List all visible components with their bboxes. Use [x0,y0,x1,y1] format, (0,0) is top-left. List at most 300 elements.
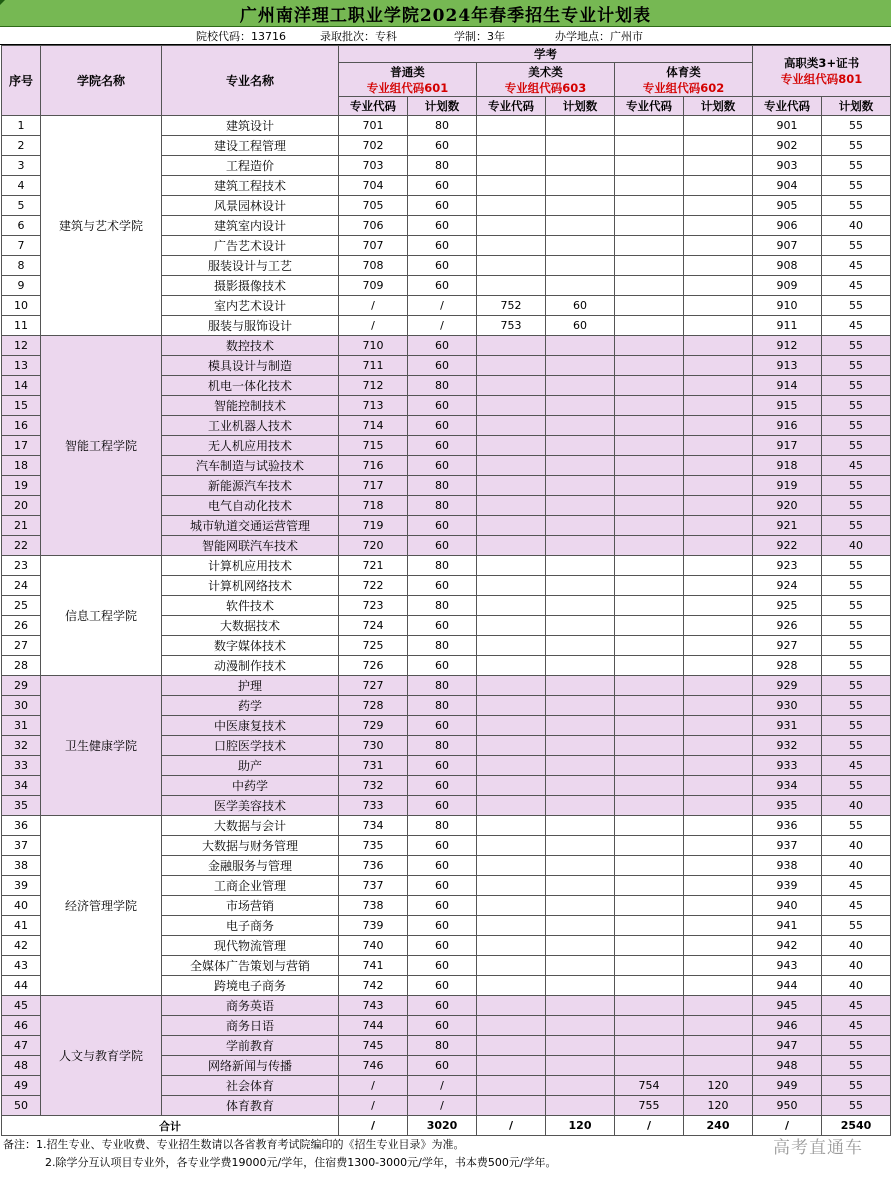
art-plan [546,976,615,996]
art-code [477,1056,546,1076]
art-code [477,656,546,676]
art-plan [546,1016,615,1036]
gaozhi-plan: 55 [822,116,891,136]
art-plan [546,676,615,696]
general-code: 737 [339,876,408,896]
gaozhi-code: 908 [753,256,822,276]
sports-plan [684,776,753,796]
general-plan: 60 [408,236,477,256]
general-plan: / [408,1076,477,1096]
gaozhi-code: 924 [753,576,822,596]
plan-table [1,45,891,1136]
sports-code [615,336,684,356]
sports-code [615,296,684,316]
gaozhi-code: 939 [753,876,822,896]
header-group-sports: 体育类 专业组代码602 [615,63,753,97]
row-index: 3 [2,156,41,176]
major-name: 数字媒体技术 [162,636,339,656]
sports-code [615,256,684,276]
sports-code [615,896,684,916]
general-code: 713 [339,396,408,416]
general-code: 727 [339,676,408,696]
general-code: 719 [339,516,408,536]
major-name: 建筑设计 [162,116,339,136]
general-plan: 60 [408,836,477,856]
major-name: 跨境电子商务 [162,976,339,996]
school-code: 院校代码：13716 [196,29,286,43]
college-name: 经济管理学院 [41,816,162,996]
art-code [477,176,546,196]
row-index: 2 [2,136,41,156]
major-name: 模具设计与制造 [162,356,339,376]
row-index: 27 [2,636,41,656]
row-index: 25 [2,596,41,616]
art-plan [546,496,615,516]
sports-plan [684,136,753,156]
general-plan: 60 [408,576,477,596]
art-code [477,396,546,416]
gaozhi-code: 918 [753,456,822,476]
college-name: 人文与教育学院 [41,996,162,1116]
gaozhi-code: 910 [753,296,822,316]
row-index: 22 [2,536,41,556]
art-code: 753 [477,316,546,336]
row-index: 42 [2,936,41,956]
total-value: / [477,1116,546,1136]
general-code: 730 [339,736,408,756]
gaozhi-plan: 45 [822,256,891,276]
major-name: 服装与服饰设计 [162,316,339,336]
major-name: 软件技术 [162,596,339,616]
table-row [2,996,891,1016]
gaozhi-plan: 55 [822,1056,891,1076]
art-plan [546,556,615,576]
row-index: 24 [2,576,41,596]
gaozhi-code: 945 [753,996,822,1016]
sports-plan [684,456,753,476]
art-code [477,936,546,956]
gaozhi-code: 933 [753,756,822,776]
general-code: 706 [339,216,408,236]
row-index: 15 [2,396,41,416]
table-row [2,116,891,136]
general-code: / [339,1076,408,1096]
art-plan [546,1096,615,1116]
sports-code [615,576,684,596]
location: 办学地点：广州市 [555,29,643,43]
watermark-text: 高考直通车 [773,1138,863,1158]
art-plan [546,656,615,676]
art-code: 752 [477,296,546,316]
general-plan: 80 [408,636,477,656]
row-index: 26 [2,616,41,636]
general-plan: 60 [408,796,477,816]
major-name: 社会体育 [162,1076,339,1096]
sports-code [615,836,684,856]
gaozhi-code: 911 [753,316,822,336]
general-plan: 60 [408,396,477,416]
row-index: 49 [2,1076,41,1096]
row-index: 35 [2,796,41,816]
sports-code [615,536,684,556]
general-code: / [339,296,408,316]
sports-code [615,956,684,976]
sports-plan [684,436,753,456]
general-code: 709 [339,276,408,296]
row-index: 8 [2,256,41,276]
sports-plan [684,336,753,356]
row-index: 29 [2,676,41,696]
general-code: 729 [339,716,408,736]
college-name: 建筑与艺术学院 [41,116,162,336]
general-plan: 80 [408,476,477,496]
general-code: 712 [339,376,408,396]
art-code [477,356,546,376]
sports-plan [684,496,753,516]
art-code [477,496,546,516]
general-plan: 60 [408,176,477,196]
sports-code [615,456,684,476]
gaozhi-plan: 40 [822,536,891,556]
major-name: 大数据与会计 [162,816,339,836]
gaozhi-code: 944 [753,976,822,996]
gaozhi-code: 941 [753,916,822,936]
header-group-general: 普通类 专业组代码601 [339,63,477,97]
gaozhi-code: 946 [753,1016,822,1036]
sports-code [615,776,684,796]
major-name: 建筑室内设计 [162,216,339,236]
general-code: 702 [339,136,408,156]
sports-plan [684,256,753,276]
sports-code [615,496,684,516]
general-plan: / [408,316,477,336]
row-index: 30 [2,696,41,716]
sports-code [615,676,684,696]
general-plan: 60 [408,256,477,276]
major-name: 金融服务与管理 [162,856,339,876]
major-name: 体育教育 [162,1096,339,1116]
general-plan: 60 [408,356,477,376]
sports-code [615,376,684,396]
major-name: 商务日语 [162,1016,339,1036]
table-row [2,816,891,836]
art-plan [546,796,615,816]
major-name: 全媒体广告策划与营销 [162,956,339,976]
row-index: 4 [2,176,41,196]
sports-plan [684,796,753,816]
row-index: 36 [2,816,41,836]
sports-code [615,436,684,456]
art-code [477,856,546,876]
art-code [477,876,546,896]
sports-plan [684,876,753,896]
notes [3,1136,557,1172]
row-index: 48 [2,1056,41,1076]
art-plan [546,276,615,296]
sports-plan [684,736,753,756]
sports-code [615,936,684,956]
major-name: 无人机应用技术 [162,436,339,456]
art-plan [546,716,615,736]
art-plan [546,936,615,956]
art-code [477,596,546,616]
art-code [477,136,546,156]
sports-plan [684,396,753,416]
art-code [477,436,546,456]
art-code [477,216,546,236]
gaozhi-code: 950 [753,1096,822,1116]
header-xuekao: 学考 [339,46,753,63]
sports-code: 754 [615,1076,684,1096]
row-index: 12 [2,336,41,356]
row-index: 38 [2,856,41,876]
total-value: / [753,1116,822,1136]
art-plan [546,476,615,496]
gaozhi-code: 949 [753,1076,822,1096]
general-plan: 60 [408,216,477,236]
gaozhi-code: 925 [753,596,822,616]
general-plan: / [408,296,477,316]
row-index: 28 [2,656,41,676]
general-plan: 60 [408,416,477,436]
sports-code [615,276,684,296]
art-plan [546,816,615,836]
gaozhi-plan: 55 [822,136,891,156]
college-name: 卫生健康学院 [41,676,162,816]
gaozhi-code: 934 [753,776,822,796]
gaozhi-plan: 45 [822,896,891,916]
gaozhi-plan: 55 [822,196,891,216]
sports-plan [684,1056,753,1076]
art-code [477,776,546,796]
sports-plan [684,476,753,496]
gaozhi-code: 919 [753,476,822,496]
art-code [477,916,546,936]
art-plan [546,216,615,236]
major-name: 药学 [162,696,339,716]
subheader-cell: 专业代码 [753,97,822,116]
gaozhi-code: 922 [753,536,822,556]
art-code [477,676,546,696]
general-plan: 80 [408,596,477,616]
gaozhi-code: 917 [753,436,822,456]
sports-plan [684,1036,753,1056]
sports-plan [684,416,753,436]
major-name: 服装设计与工艺 [162,256,339,276]
art-plan [546,376,615,396]
college-name: 智能工程学院 [41,336,162,556]
general-plan: 60 [408,896,477,916]
major-name: 网络新闻与传播 [162,1056,339,1076]
sports-plan [684,276,753,296]
subheader-cell: 计划数 [822,97,891,116]
gaozhi-plan: 40 [822,936,891,956]
gaozhi-plan: 55 [822,236,891,256]
title-bar [0,0,891,27]
sports-plan: 120 [684,1096,753,1116]
gaozhi-plan: 55 [822,656,891,676]
sports-code [615,976,684,996]
art-code [477,696,546,716]
row-index: 21 [2,516,41,536]
gaozhi-plan: 45 [822,1016,891,1036]
general-plan: 60 [408,196,477,216]
art-plan [546,116,615,136]
general-code: 703 [339,156,408,176]
general-plan: 80 [408,816,477,836]
general-code: 745 [339,1036,408,1056]
gaozhi-plan: 55 [822,816,891,836]
sports-plan [684,316,753,336]
art-code [477,516,546,536]
art-plan [546,876,615,896]
general-code: 728 [339,696,408,716]
sports-code [615,236,684,256]
art-plan [546,256,615,276]
row-index: 41 [2,916,41,936]
art-plan [546,1036,615,1056]
page-title: 广州南洋理工职业学院2024年春季招生专业计划表 [239,5,652,26]
general-plan: 60 [408,536,477,556]
sports-plan [684,156,753,176]
gaozhi-plan: 40 [822,216,891,236]
gaozhi-plan: 55 [822,356,891,376]
total-value: 240 [684,1116,753,1136]
total-value: / [615,1116,684,1136]
sports-code [615,196,684,216]
subheader-cell: 计划数 [684,97,753,116]
sports-plan [684,596,753,616]
general-code: 716 [339,456,408,476]
art-plan [546,836,615,856]
gaozhi-code: 923 [753,556,822,576]
total-label: 合计 [2,1116,339,1136]
header-college: 学院名称 [41,46,162,116]
art-plan [546,996,615,1016]
row-index: 9 [2,276,41,296]
art-plan [546,696,615,716]
gaozhi-code: 948 [753,1056,822,1076]
major-name: 城市轨道交通运营管理 [162,516,339,536]
gaozhi-code: 940 [753,896,822,916]
gaozhi-plan: 55 [822,416,891,436]
general-plan: 60 [408,276,477,296]
total-row [2,1116,891,1136]
art-code [477,276,546,296]
general-code: 738 [339,896,408,916]
art-code [477,636,546,656]
major-name: 市场营销 [162,896,339,916]
major-name: 机电一体化技术 [162,376,339,396]
art-plan [546,536,615,556]
total-value: 2540 [822,1116,891,1136]
major-name: 风景园林设计 [162,196,339,216]
art-plan [546,736,615,756]
general-code: 708 [339,256,408,276]
art-code [477,476,546,496]
row-index: 14 [2,376,41,396]
general-plan: 60 [408,456,477,476]
general-code: 704 [339,176,408,196]
sports-code [615,636,684,656]
general-code: 734 [339,816,408,836]
art-code [477,1016,546,1036]
art-plan [546,756,615,776]
gaozhi-code: 903 [753,156,822,176]
art-code [477,576,546,596]
art-plan [546,436,615,456]
sports-code [615,916,684,936]
major-name: 中医康复技术 [162,716,339,736]
subheader-cell: 计划数 [408,97,477,116]
sports-plan [684,536,753,556]
major-name: 计算机应用技术 [162,556,339,576]
general-code: 736 [339,856,408,876]
header-group-art: 美术类 专业组代码603 [477,63,615,97]
gaozhi-code: 943 [753,956,822,976]
row-index: 13 [2,356,41,376]
gaozhi-plan: 40 [822,856,891,876]
art-plan [546,636,615,656]
art-code [477,336,546,356]
gaozhi-plan: 55 [822,436,891,456]
sports-code [615,176,684,196]
art-plan [546,156,615,176]
art-code [477,156,546,176]
subheader-cell: 专业代码 [477,97,546,116]
gaozhi-plan: 55 [822,636,891,656]
row-index: 20 [2,496,41,516]
row-index: 50 [2,1096,41,1116]
info-row [0,27,891,45]
sports-plan [684,756,753,776]
general-code: 714 [339,416,408,436]
sports-plan [684,516,753,536]
general-plan: 80 [408,1036,477,1056]
sports-code [615,756,684,776]
general-code: 707 [339,236,408,256]
art-code [477,756,546,776]
sports-code [615,136,684,156]
subheader-cell: 专业代码 [339,97,408,116]
table-row [2,556,891,576]
general-code: 735 [339,836,408,856]
sports-plan [684,936,753,956]
sports-plan [684,816,753,836]
art-plan [546,176,615,196]
total-value: 120 [546,1116,615,1136]
general-plan: 80 [408,496,477,516]
header-major: 专业名称 [162,46,339,116]
general-plan: 60 [408,436,477,456]
general-plan: 60 [408,516,477,536]
general-plan: 60 [408,1056,477,1076]
sports-code [615,476,684,496]
art-code [477,716,546,736]
gaozhi-plan: 40 [822,976,891,996]
general-code: 746 [339,1056,408,1076]
row-index: 43 [2,956,41,976]
gaozhi-code: 938 [753,856,822,876]
gaozhi-plan: 45 [822,876,891,896]
general-plan: 80 [408,676,477,696]
major-name: 工程造价 [162,156,339,176]
art-code [477,1076,546,1096]
gaozhi-plan: 55 [822,556,891,576]
art-code [477,796,546,816]
gaozhi-plan: 55 [822,1076,891,1096]
general-code: 721 [339,556,408,576]
